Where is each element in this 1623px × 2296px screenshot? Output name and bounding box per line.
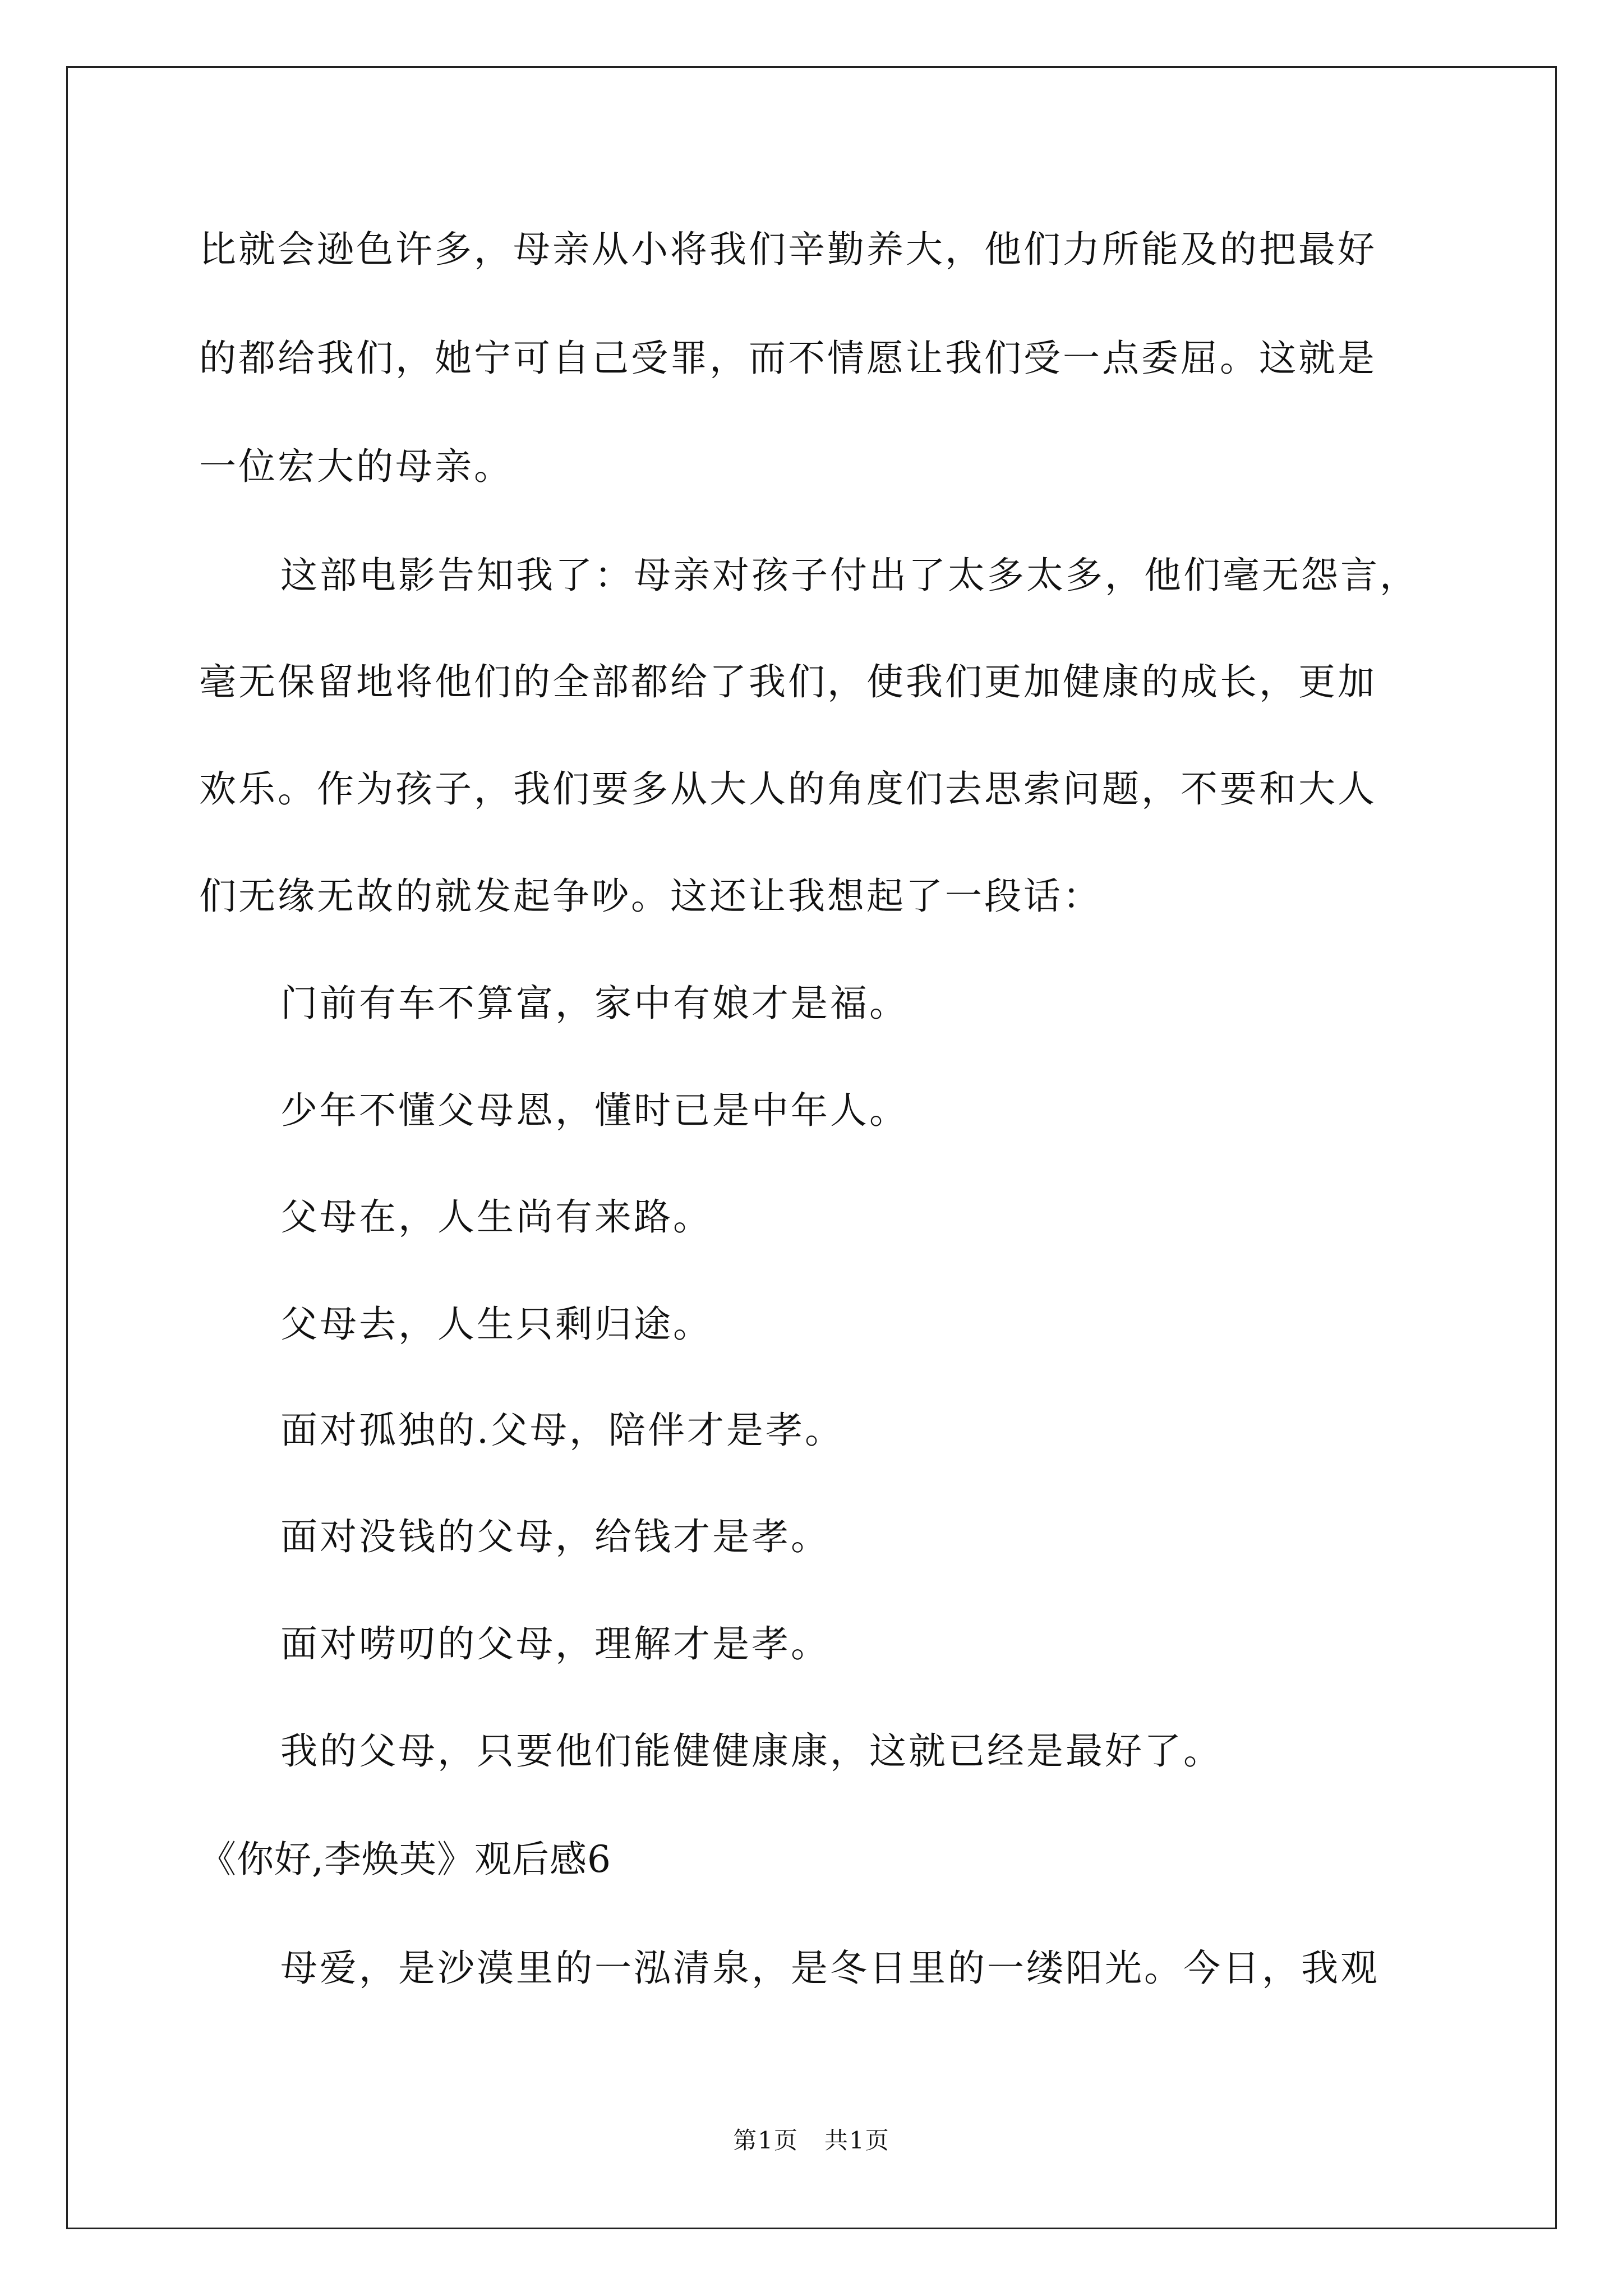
- verse-line: 我的父母，只要他们能健健康康，这就已经是最好了。: [280, 1729, 1223, 1773]
- body-text-line: 们无缘无故的就发起争吵。这还让我想起了一段话：: [199, 875, 1102, 918]
- verse-line: 面对没钱的父母，给钱才是孝。: [280, 1515, 830, 1558]
- verse-line: 面对孤独的.父母，陪伴才是孝。: [280, 1409, 844, 1452]
- verse-line: 门前有车不算富，家中有娘才是福。: [280, 982, 909, 1025]
- body-text-line: 欢乐。作为孩子，我们要多从大人的角度们去思索问题，不要和大人: [199, 767, 1377, 811]
- page-border: [66, 66, 1557, 2229]
- verse-line: 面对唠叨的父母，理解才是孝。: [280, 1622, 830, 1665]
- section-heading: 《你好,李焕英》观后感6: [199, 1838, 611, 1881]
- body-text-line: 比就会逊色许多，母亲从小将我们辛勤养大，他们力所能及的把最好: [199, 228, 1377, 271]
- verse-line: 父母去，人生只剩归途。: [280, 1303, 712, 1346]
- body-text-line: 母爱，是沙漠里的一泓清泉，是冬日里的一缕阳光。今日，我观: [280, 1947, 1380, 1990]
- page-footer: 第1页 共1页: [733, 2127, 890, 2154]
- body-text-line: 的都给我们，她宁可自己受罪，而不情愿让我们受一点委屈。这就是: [199, 337, 1377, 380]
- verse-line: 少年不懂父母恩，懂时已是中年人。: [280, 1089, 909, 1132]
- verse-line: 父母在，人生尚有来路。: [280, 1195, 712, 1239]
- body-text-line: 毫无保留地将他们的全部都给了我们，使我们更加健康的成长，更加: [199, 660, 1377, 703]
- body-text-line: 这部电影告知我了：母亲对孩子付出了太多太多，他们毫无怨言，: [280, 554, 1419, 597]
- body-text-line: 一位宏大的母亲。: [199, 445, 513, 488]
